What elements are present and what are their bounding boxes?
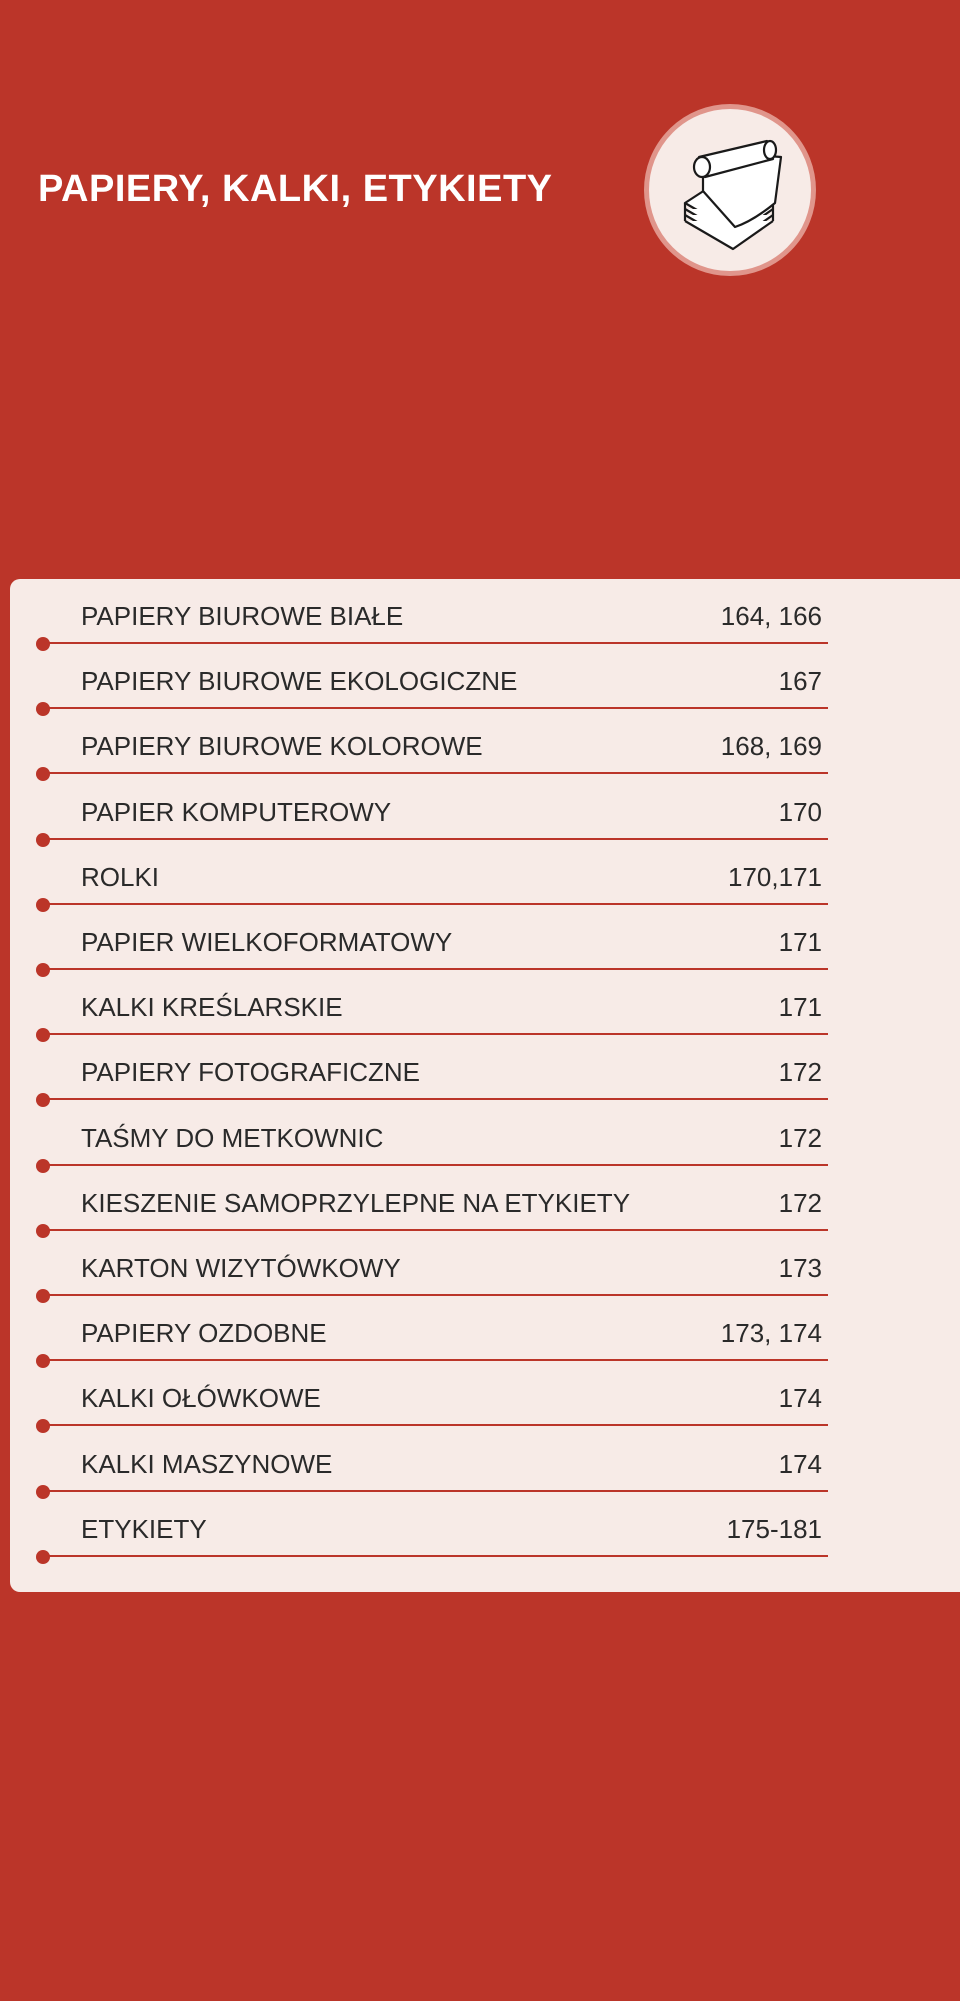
- toc-entry-pages: 174: [778, 1448, 822, 1479]
- toc-entry-title: PAPIERY FOTOGRAFICZNE: [81, 1057, 421, 1088]
- toc-entry[interactable]: [10, 970, 960, 1035]
- toc-entry-pages: 175-181: [726, 1513, 822, 1544]
- toc-entry-title: KIESZENIE SAMOPRZYLEPNE NA ETYKIETY: [81, 1187, 631, 1218]
- toc-entry[interactable]: [10, 1361, 960, 1426]
- toc-entry[interactable]: [10, 1427, 960, 1492]
- toc-entry-pages: 172: [778, 1187, 822, 1218]
- paper-stack-roll-icon: [663, 123, 797, 257]
- toc-entry[interactable]: [10, 1231, 960, 1296]
- toc-entry-title: PAPIER KOMPUTEROWY: [81, 796, 392, 827]
- toc-entry-title: KALKI KREŚLARSKIE: [81, 992, 343, 1023]
- toc-entry-title: KALKI MASZYNOWE: [81, 1448, 333, 1479]
- toc-entry-title: KALKI OŁÓWKOWE: [81, 1383, 321, 1414]
- toc-entry-rule: [46, 1555, 828, 1557]
- toc-entry[interactable]: [10, 709, 960, 774]
- toc-entry-pages: 170: [778, 796, 822, 827]
- toc-entry-title: PAPIER WIELKOFORMATOWY: [81, 927, 453, 957]
- toc-entry-title: PAPIERY OZDOBNE: [81, 1318, 327, 1349]
- category-emblem: [644, 104, 816, 276]
- toc-entry-pages: 173: [778, 1253, 822, 1283]
- toc-entry-pages: 172: [778, 1122, 822, 1153]
- toc-entry-pages: 167: [778, 666, 822, 697]
- toc-entry-title: ETYKIETY: [81, 1513, 207, 1544]
- toc-entry[interactable]: [10, 1035, 960, 1100]
- toc-entry[interactable]: [10, 579, 960, 644]
- toc-entry-pages: 164, 166: [720, 601, 822, 631]
- toc-entry-title: TAŚMY DO METKOWNIC: [81, 1122, 384, 1153]
- toc-entry-title: KARTON WIZYTÓWKOWY: [81, 1253, 401, 1283]
- toc-entry-pages: 173, 174: [720, 1318, 822, 1349]
- toc-entry-pages: 171: [778, 992, 822, 1023]
- toc-entry[interactable]: [10, 1296, 960, 1361]
- toc-entry-pages: 171: [778, 927, 822, 957]
- bullet-dot-icon: [36, 1550, 50, 1564]
- toc-entry-pages: 168, 169: [720, 731, 822, 762]
- toc-entry-title: ROLKI: [81, 861, 160, 892]
- toc-entry-pages: 172: [778, 1057, 822, 1088]
- toc-entry-title: PAPIERY BIUROWE BIAŁE: [81, 601, 404, 631]
- toc-entry[interactable]: [10, 1101, 960, 1166]
- page-title: PAPIERY, KALKI, ETYKIETY: [38, 168, 553, 210]
- toc-entry-pages: 170,171: [728, 861, 822, 892]
- toc-entry[interactable]: [10, 905, 960, 970]
- toc-panel: [10, 579, 960, 1592]
- toc-entry[interactable]: [10, 1166, 960, 1231]
- toc-entry-title: PAPIERY BIUROWE EKOLOGICZNE: [81, 666, 518, 697]
- toc-entry-pages: 174: [778, 1383, 822, 1414]
- toc-entry[interactable]: [10, 840, 960, 905]
- toc-entry[interactable]: [10, 1492, 960, 1557]
- toc-entry-title: PAPIERY BIUROWE KOLOROWE: [81, 731, 483, 762]
- toc-entry[interactable]: [10, 644, 960, 709]
- toc-entry[interactable]: [10, 775, 960, 840]
